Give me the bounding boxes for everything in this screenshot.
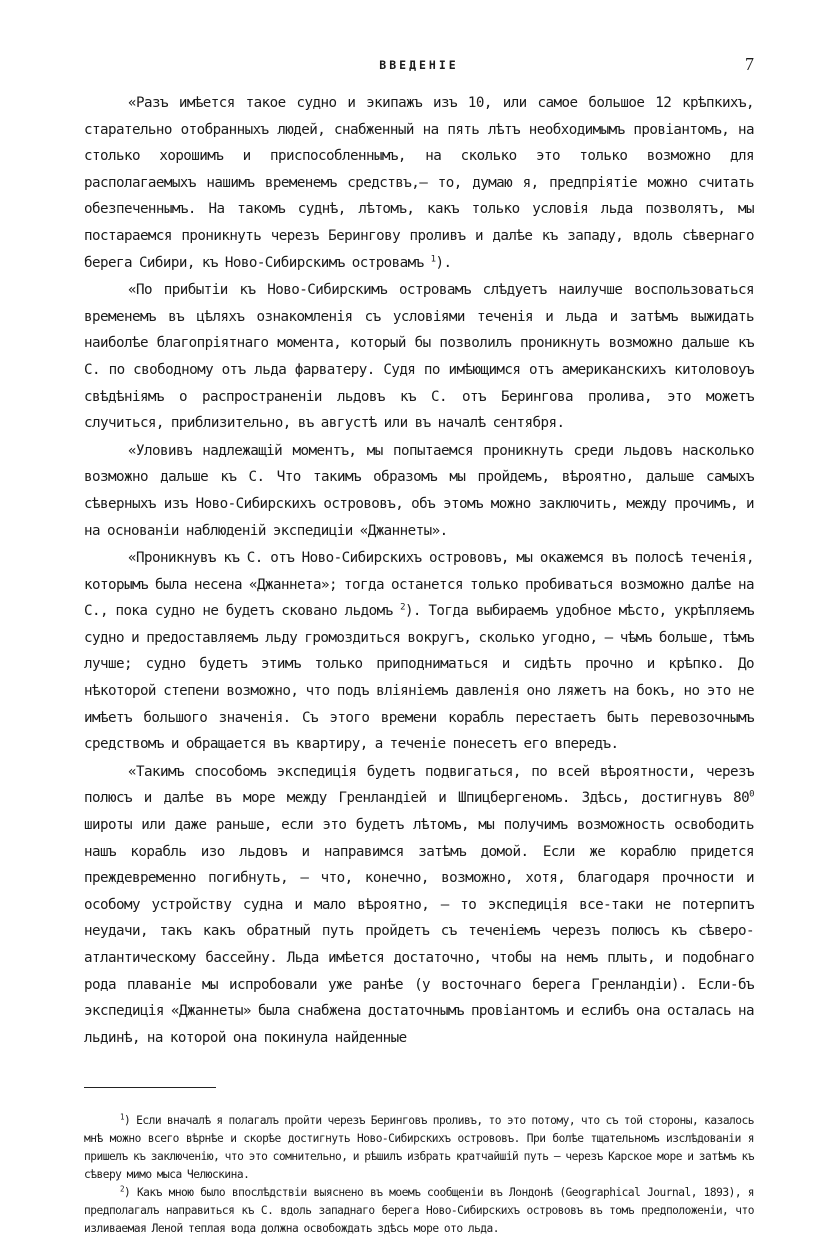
paragraph-3: «Уловивъ надлежащій моментъ, мы попытаемся проникнуть среди льдовъ насколько возможно дальше къ С. Что такимъ образомъ мы пройдемъ, вѣроятно, дальше самыхъ сѣверныхъ изъ Ново-Сибирскихъ острововъ, объ этомъ можно заключить, между прочимъ, и на основаніи наблюденій экспедиціи «Джаннеты». [84,442,754,539]
footnote-mark-2: 2 [120,1184,125,1194]
footnote-1: $^1$) Если вначалѣ я полагалъ пройти черезъ Беринговъ проливъ, то это потому, что съ той стороны, казалось мнѣ можно всего вѣрнѣе и скорѣе достигнуть Ново-Сибирскихъ острововъ. При болѣе тщательномъ изслѣдованіи я пришелъ къ заключенію, что это сомнительно, и рѣшилъ избрать кратчайшій путь — черезъ Карское море и затѣмъ къ сѣверу мимо мыса Челюскина. [84,1112,754,1182]
paragraph-2: «По прибытіи къ Ново-Сибирскимъ островамъ слѣдуетъ наилучше воспользоваться временемъ въ цѣляхъ ознакомленія съ условіями теченія и льда и затѣмъ выжидать наиболѣе благопріятнаго момента, который бы позволилъ проникнуть возможно дальше къ С. по свободному отъ льда фарватеру. Судя по имѣющимся отъ американскихъ китоловоyъ свѣдѣніямъ о распространеніи льдовъ къ С. отъ Берингова пролива, это можетъ случиться, приблизительно, въ августѣ или въ началѣ сентября. [84,282,754,432]
paragraph-5: «Такимъ способомъ экспедиція будетъ подвигаться, по всей вѣроятности, черезъ полюсъ и далѣе въ море между Гренландіей и Шпицбергеномъ. Здѣсь, достигнувъ $80^0$ широты или даже раньше, если это будетъ лѣтомъ, мы получимъ возможность освободить нашъ корабль изо льдовъ и направимся затѣмъ домой. Если же кораблю придется преждевременно погибнуть, — что, конечно, возможно, хотя, благодаря прочности и особому устройству судна и мало вѣроятно, — то экспедиція все-таки не потерпитъ неудачи, такъ какъ обратный путь пройдетъ съ теченіемъ черезъ полюсъ къ сѣверо-атлантическому бассейну. Льда имѣется достаточно, чтобы на немъ плыть, и подобнаго рода плаваніе мы испробовали уже ранѣе (у восточнаго берега Гренландіи). Если-бъ экспедиція «Джаннеты» была снабжена достаточнымъ провіантомъ и еслибъ она осталась на льдинѣ, на которой она покинула найденные [84,763,754,1046]
footnote-ref-1: 1 [430,253,436,264]
degree-mark: 0 [749,789,754,800]
page-number: 7 [745,54,754,74]
footnotes [84,1112,754,1238]
main-text [84,90,754,1051]
footnote-ref-2: 2 [400,602,405,613]
paragraph-1: «Разъ имѣется такое судно и экипажъ изъ 10, или самое большое 12 крѣпкихъ, старательно отобранныхъ людей, снабженный на пять лѣтъ необходимымъ провіантомъ, на столько хорошимъ и приспособленнымъ, на сколько это только возможно для располагаемыхъ нашимъ временемъ средствъ,— то, думаю я, предпріятіе можно считать обезпеченнымъ. На такомъ суднѣ, лѣтомъ, какъ только условія льда позволятъ, мы постараемся проникнуть черезъ Берингову проливъ и далѣе къ западу, вдоль сѣвернаго берега Сибири, къ Ново-Сибирскимъ островамъ $^1$). [84,95,754,271]
footnote-mark-1: 1 [120,1112,125,1122]
paragraph-4: «Проникнувъ къ С. отъ Ново-Сибирскихъ острововъ, мы окажемся въ полосѣ теченія, которымъ была несена «Джаннета»; тогда останется только пробиваться возможно далѣе на С., пока судно не будетъ сковано льдомъ $^2$). Тогда выбираемъ удобное мѣсто, укрѣпляемъ судно и предоставляемъ льду громоздиться вокругъ, сколько угодно, — чѣмъ больше, тѣмъ лучше; судно будетъ этимъ только приподниматься и сидѣть прочно и крѣпко. До нѣкоторой степени возможно, что подъ вліяніемъ давленія оно ляжетъ на бокъ, но это не имѣетъ большого значенія. Съ этого времени корабль перестаетъ быть перевозочнымъ средствомъ и обращается въ квартиру, а теченіе понесетъ его впередъ. [84,550,754,753]
running-title: ВВЕДЕНІЕ [379,58,459,72]
footnote-divider [84,1087,216,1088]
book-page [84,50,754,1236]
page-header [84,50,754,80]
footnote-2: $^2$) Какъ мною было впослѣдствіи выяснено въ моемъ сообщеніи въ Лондонѣ (Geographical Journal, 1893), я предполагалъ направиться къ С. вдоль западнаго берега Ново-Сибирскихъ острововъ въ томъ предположеніи, что изливаемая Леной теплая вода должна освобождать здѣсь море ото льда. [84,1184,754,1236]
